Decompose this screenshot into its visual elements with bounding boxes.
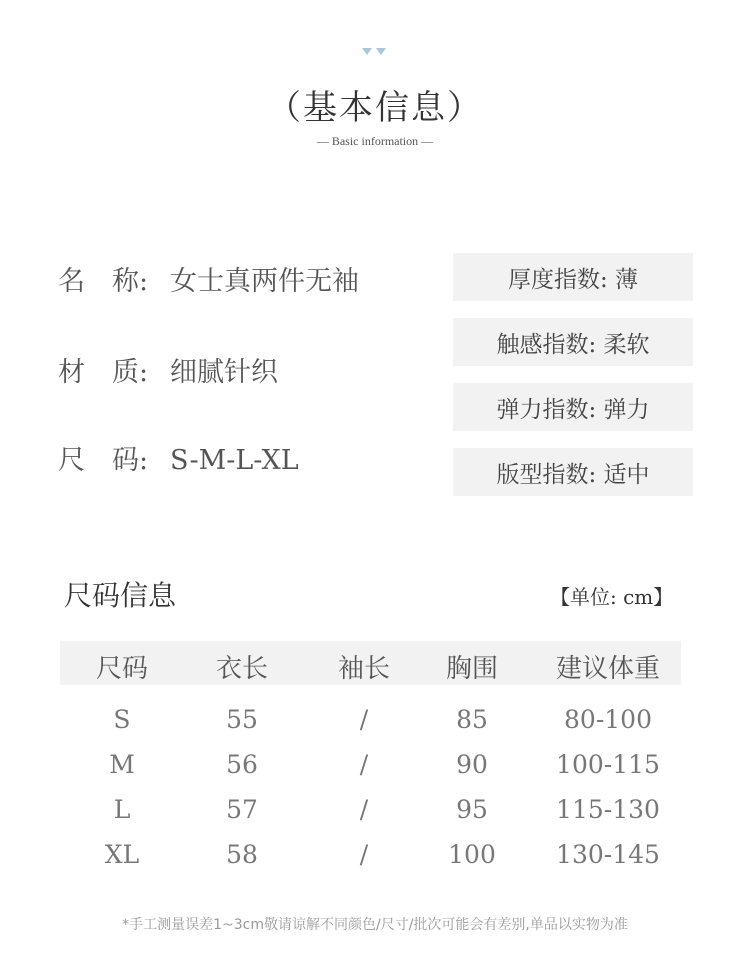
table-header-cell: 建议体重	[555, 654, 661, 684]
info-row-name	[58, 259, 359, 298]
info-value: 女士真两件无袖	[170, 266, 359, 297]
spec-thickness: 厚度指数: 薄	[453, 253, 693, 301]
table-cell: S	[113, 705, 131, 734]
table-cell: 58	[226, 840, 258, 869]
table-cell: 95	[456, 795, 488, 824]
size-section-title: 尺码信息	[64, 579, 177, 612]
table-cell: 130-145	[556, 840, 660, 869]
table-cell: 80-100	[564, 705, 652, 734]
table-cell: 55	[226, 705, 258, 734]
table-cell: 115-130	[556, 795, 660, 824]
table-header-cell: 尺码	[95, 654, 149, 684]
table-header-cell: 袖长	[337, 654, 391, 684]
page-subtitle: — Basic information —	[316, 134, 434, 148]
page-title: （基本信息）	[267, 88, 483, 128]
table-cell: /	[359, 705, 369, 734]
spec-elasticity: 弹力指数: 弹力	[453, 383, 693, 431]
table-cell: 100	[448, 840, 496, 869]
table-cell: 57	[226, 795, 258, 824]
table-header-cell: 衣长	[215, 654, 269, 684]
table-cell: L	[113, 795, 131, 824]
table-cell: 90	[456, 750, 488, 779]
table-cell: M	[109, 750, 135, 779]
info-label: 名 称:	[58, 266, 149, 297]
info-row-size	[58, 438, 299, 477]
table-cell: /	[359, 840, 369, 869]
footnote: *手工测量误差1~3cm敬请谅解不同颜色/尺寸/批次可能会有差别,单品以实物为准	[122, 917, 628, 933]
table-cell: XL	[104, 840, 140, 869]
info-label: 材 质:	[58, 357, 149, 388]
spec-fit: 版型指数: 适中	[453, 448, 693, 496]
info-label: 尺 码:	[58, 445, 149, 476]
info-value: S-M-L-XL	[170, 445, 299, 476]
table-cell: /	[359, 750, 369, 779]
spec-touch: 触感指数: 柔软	[453, 318, 693, 366]
chevron-down-icon	[361, 47, 389, 57]
info-value: 细腻针织	[170, 357, 278, 388]
table-cell: 100-115	[556, 750, 660, 779]
table-cell: 56	[226, 750, 258, 779]
table-header-cell: 胸围	[445, 654, 499, 684]
info-row-material	[58, 350, 278, 389]
table-cell: 85	[456, 705, 488, 734]
unit-label: 【单位: cm】	[550, 585, 674, 609]
table-cell: /	[359, 795, 369, 824]
